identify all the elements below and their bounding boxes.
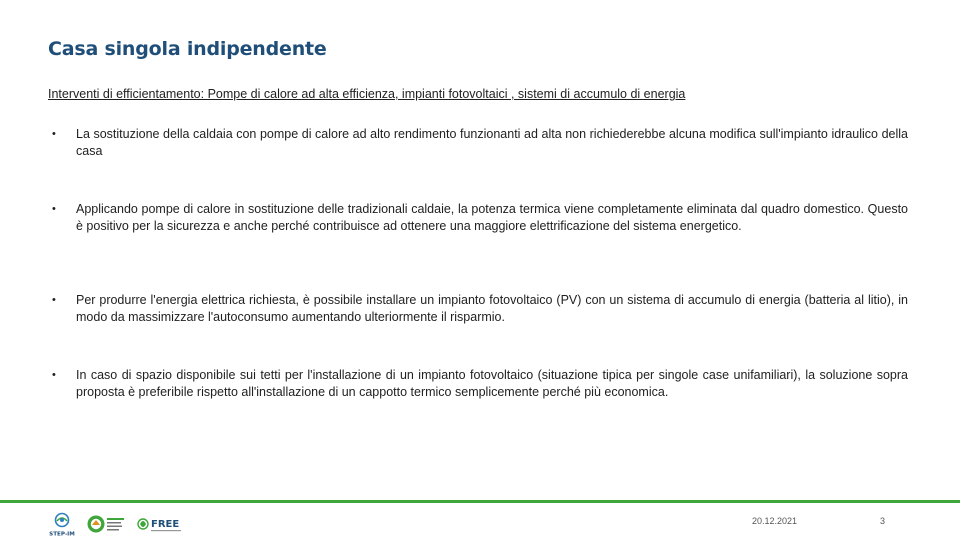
bullet-marker: • xyxy=(52,203,56,215)
green-circle-logo xyxy=(86,512,126,536)
step-im-logo-text: STEP-IM xyxy=(49,531,75,537)
free-logo xyxy=(136,512,184,536)
footer-date: 20.12.2021 xyxy=(752,516,798,526)
bullet-marker: • xyxy=(52,294,56,306)
bullet-text: Per produrre l'energia elettrica richiesta, è possibile installare un impianto fotovoltaico (PV) con un sistema di accumulo di energia (batteria al litio), in modo da massimizzare l'autoconsumo aumentando ulteriormente il risparmio. xyxy=(76,293,908,324)
footer-divider xyxy=(0,500,960,503)
slide-subtitle: Interventi di efficientamento: Pompe di calore ad alta efficienza, impianti fotovoltaici , sistemi di accumulo di energia xyxy=(48,87,686,101)
bullet-marker: • xyxy=(52,128,56,140)
slide-title: Casa singola indipendente xyxy=(48,38,327,60)
bullet-text: Applicando pompe di calore in sostituzione delle tradizionali caldaie, la potenza termica viene completamente eliminata dal quadro domestico. Questo è positivo per la sicurezza e anche perché contribuisce ad ottenere una maggiore elettrificazione del sistema energetico. xyxy=(76,202,908,233)
step-im-logo xyxy=(48,511,76,537)
page-number: 3 xyxy=(880,516,886,526)
bullet-text: La sostituzione della caldaia con pompe di calore ad alto rendimento funzionanti ad alta non richiederebbe alcuna modifica sull'impianto idraulico della casa xyxy=(76,127,908,158)
bullet-marker: • xyxy=(52,369,56,381)
free-logo-text: FREE xyxy=(151,519,180,530)
partner-logos xyxy=(48,511,184,537)
bullet-text: In caso di spazio disponibile sui tetti per l'installazione di un impianto fotovoltaico (situazione tipica per singole case unifamiliari), la soluzione sopra proposta è preferibile rispetto all'installazione di un cappotto termico semplicemente perché più economica. xyxy=(76,368,908,399)
